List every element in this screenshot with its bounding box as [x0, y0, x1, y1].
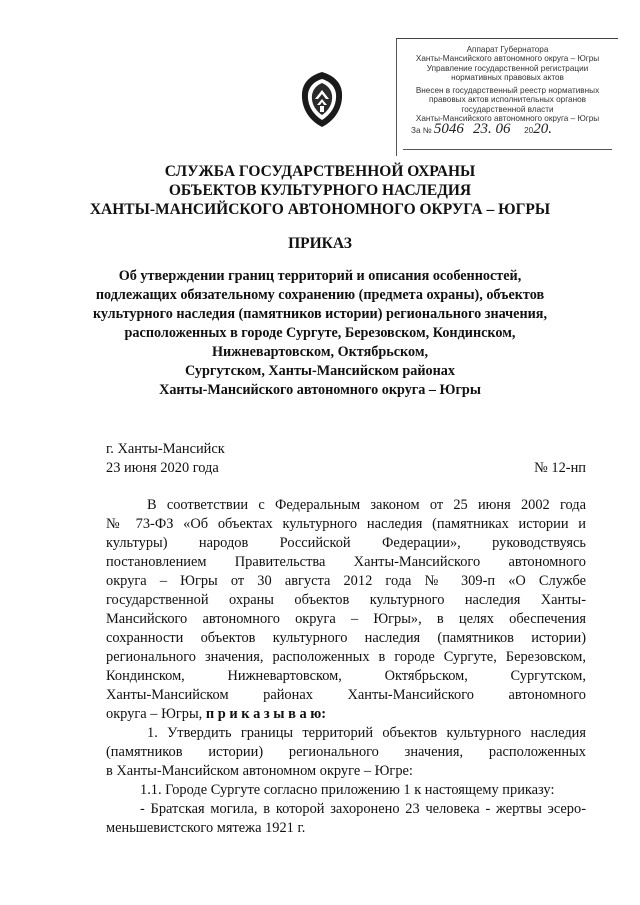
body-line: Мансийского автономного округа – Югры», в целях обеспечения: [106, 611, 586, 627]
stamp-line: Аппарат Губернатора: [466, 45, 549, 54]
stamp-line: нормативных правовых актов: [451, 72, 564, 82]
body-line: № 73-ФЗ «Об объектах культурного наследия (памятниках истории и: [106, 516, 586, 532]
body-line: 1. Утвердить границы территорий объектов культурного наследия: [147, 725, 586, 741]
title-line: Об утверждении границ территорий и описания особенностей,: [118, 268, 522, 284]
body-text: округа – Югры,: [106, 706, 203, 722]
body-line: Кондинском, Нижневартовском, Октябрьском, Сургутском,: [106, 668, 586, 684]
title-line: подлежащих обязательному сохранению (предмета охраны), объектов: [95, 287, 545, 303]
body-line: 1.1. Городе Сургуте согласно приложению 1 к настоящему приказу:: [140, 782, 555, 798]
title-line: расположенных в городе Сургуте, Березовском, Кондинском,: [124, 325, 516, 341]
title-line: Ханты-Мансийского автономного округа – Югры: [159, 382, 481, 398]
body-line: - Братская могила, в которой захоронено 23 человека - жертвы эсеро-: [140, 801, 586, 817]
body-line: культуры) народов Российской Федерации», руководствуясь: [106, 535, 586, 551]
stamp-line: Внесен в государственный реестр нормативных: [415, 86, 600, 96]
doc-place: г. Ханты-Мансийск: [106, 441, 225, 457]
stamp-line: правовых актов исполнительных органов: [428, 95, 586, 105]
title-line: Сургутском, Ханты-Мансийском районах: [185, 363, 455, 379]
body-line: государственной охраны объектов культурного наследия Ханты-: [106, 592, 586, 608]
stamp-line: государственной власти: [461, 104, 554, 114]
stamp-reg-prefix: За №: [411, 126, 432, 136]
body-line: регионального значения, расположенных в городе Сургуте, Березовском,: [106, 649, 586, 665]
doc-type: ПРИКАЗ: [288, 235, 352, 252]
stamp-reg-date: 23. 06: [472, 121, 511, 138]
body-line: (памятников истории) регионального значения, расположенных: [106, 744, 586, 760]
body-line: сохранности объектов культурного наследия (памятников истории): [106, 630, 586, 646]
registration-stamp: [396, 38, 618, 156]
body-line: В соответствии с Федеральным законом от 25 июня 2002 года: [147, 497, 586, 513]
body-line: округа – Югры от 30 августа 2012 года № 309-п «О Службе: [106, 573, 586, 589]
stamp-reg-number: 5046: [433, 121, 464, 138]
title-line: Нижневартовском, Октябрьском,: [211, 344, 429, 360]
order-word: п р и к а з ы в а ю:: [205, 706, 327, 722]
stamp-line: Управление государственной регистрации: [426, 63, 589, 73]
stamp-line: Ханты-Мансийского автономного округа – Югры: [415, 114, 600, 124]
org-name-line-1: СЛУЖБА ГОСУДАРСТВЕННОЙ ОХРАНЫ: [164, 163, 476, 180]
body-line: постановлением Правительства Ханты-Мансийского автономного: [106, 554, 586, 570]
doc-date: 23 июня 2020 года: [106, 460, 219, 476]
coat-of-arms-emblem: [298, 69, 346, 129]
org-name-line-3: ХАНТЫ-МАНСИЙСКОГО АВТОНОМНОГО ОКРУГА – ЮГРЫ: [89, 201, 551, 218]
doc-number: № 12-нп: [534, 460, 586, 476]
body-line: меньшевистского мятежа 1921 г.: [106, 820, 306, 836]
org-name-line-2: ОБЪЕКТОВ КУЛЬТУРНОГО НАСЛЕДИЯ: [168, 182, 472, 199]
stamp-reg-year-prefix: 20: [524, 126, 534, 136]
title-line: культурного наследия (памятников истории) регионального значения,: [92, 306, 548, 322]
body-line: в Ханты-Мансийском автономном округе – Югре:: [106, 763, 413, 779]
body-line-last: [106, 706, 586, 723]
stamp-line: Ханты-Мансийского автономного округа – Югры: [415, 54, 600, 64]
stamp-reg-year: 20.: [533, 121, 552, 138]
body-line: Ханты-Мансийском районах Ханты-Мансийского автономного: [106, 687, 586, 703]
stamp-registration: [397, 121, 618, 138]
